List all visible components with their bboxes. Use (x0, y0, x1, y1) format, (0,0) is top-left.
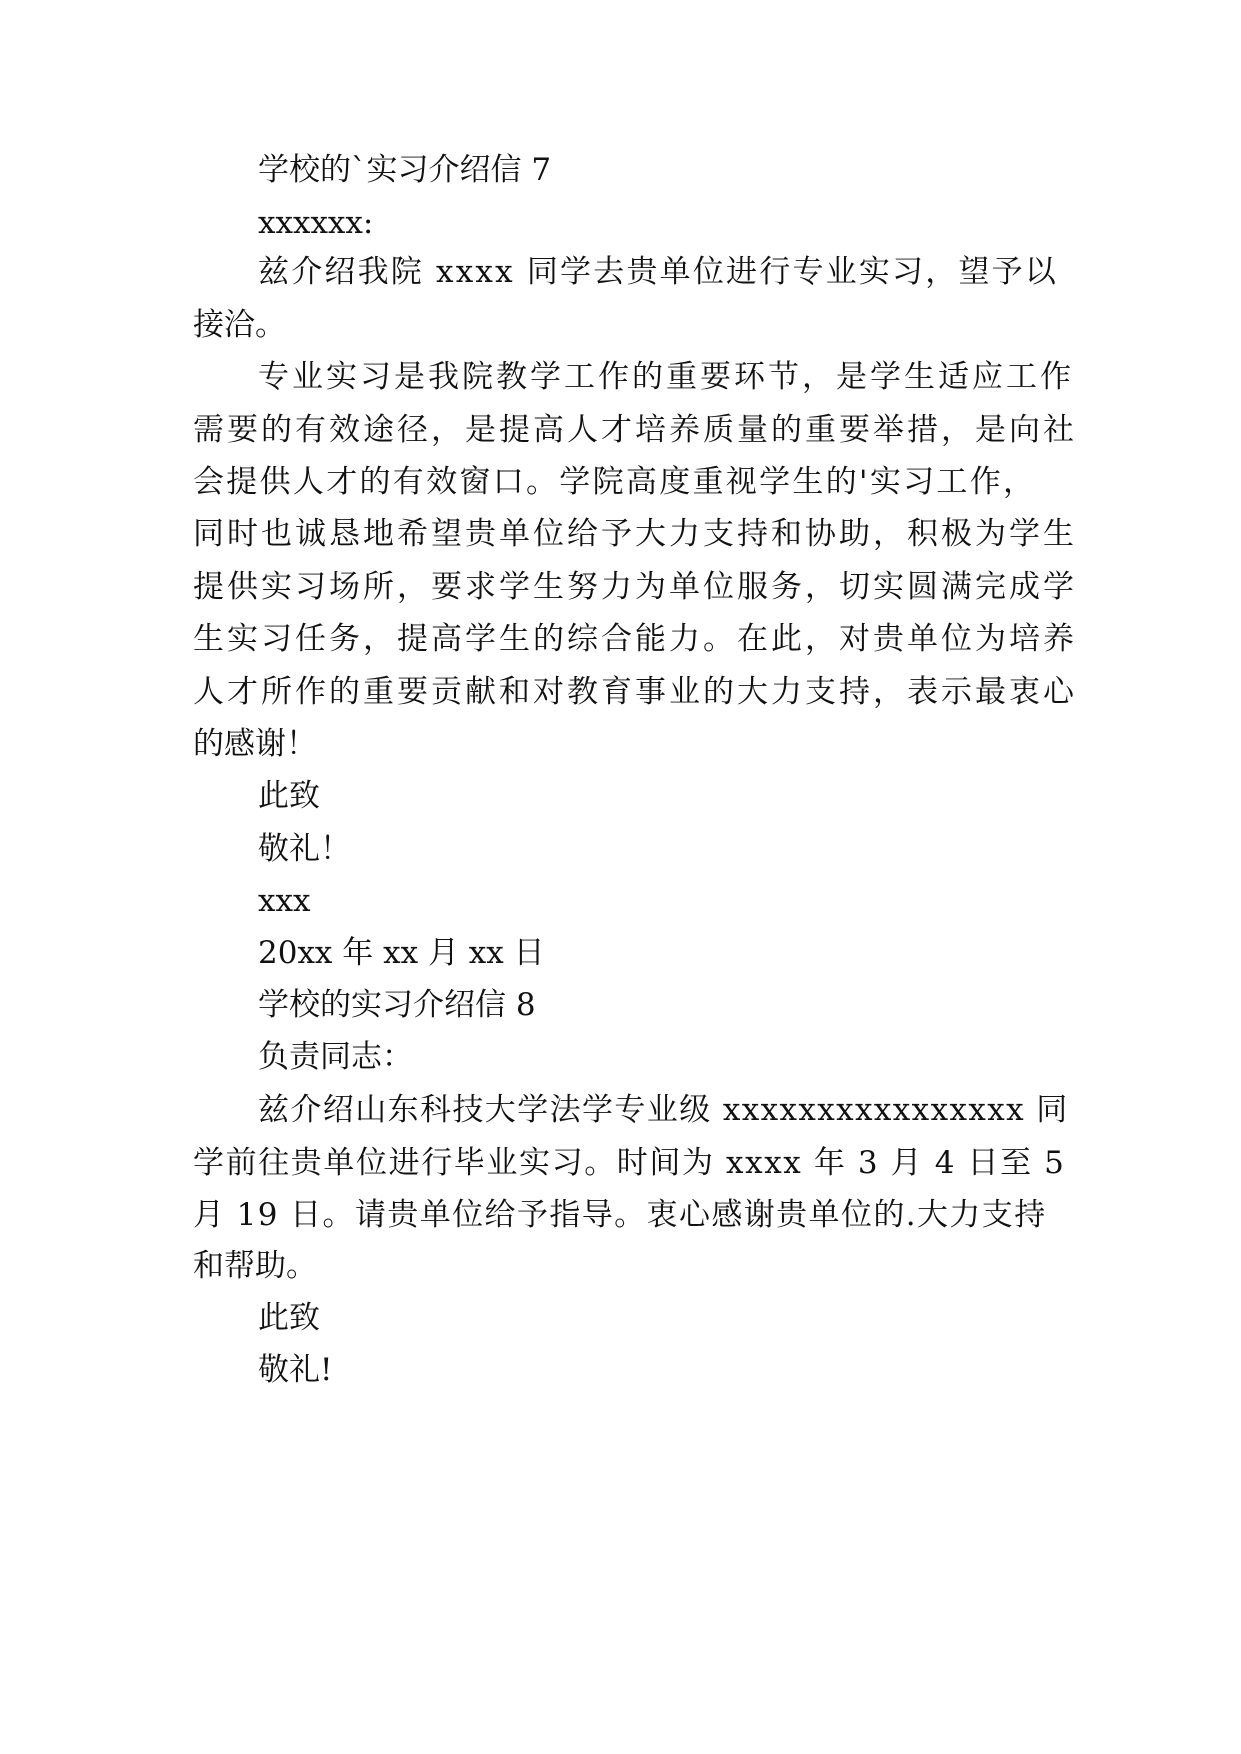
letter7-p2-line6: 生实习任务，提高学生的综合能力。在此，对贵单位为培养 (193, 621, 1077, 657)
letter8-title: 学校的实习介绍信 8 (258, 987, 536, 1023)
letter8-p1-line4: 和帮助。 (193, 1248, 317, 1284)
letter7-date: 20xx 年 xx 月 xx 日 (258, 935, 545, 971)
letter7-p2-line4: 同时也诚恳地希望贵单位给予大力支持和协助，积极为学生 (193, 516, 1077, 552)
letter7-p2-line1: 专业实习是我院教学工作的重要环节，是学生适应工作 (258, 359, 1074, 395)
letter7-signature: xxx (258, 883, 311, 919)
letter7-title: 学校的`实习介绍信 7 (258, 152, 552, 188)
letter8-closing-2: 敬礼! (258, 1352, 333, 1388)
letter8-p1-line2: 学前往贵单位进行毕业实习。时间为 xxxx 年 3 月 4 日至 5 (193, 1145, 1066, 1181)
letter7-p1-line2: 接洽。 (193, 307, 286, 343)
letter7-salutation: xxxxxx: (258, 205, 374, 241)
letter7-p2-line5: 提供实习场所，要求学生努力为单位服务，切实圆满完成学 (193, 569, 1077, 605)
letter8-closing-1: 此致 (258, 1300, 320, 1336)
letter7-p2-line3: 会提供人才的有效窗口。学院高度重视学生的'实习工作， (193, 464, 1037, 500)
letter7-p2-line7: 人才所作的重要贡献和对教育事业的大力支持，表示最衷心 (193, 674, 1077, 710)
letter7-p2-line2: 需要的有效途径，是提高人才培养质量的重要举措，是向社 (193, 412, 1077, 448)
letter7-p1-line1 (258, 252, 1059, 292)
letter7-p2-line8: 的感谢！ (193, 726, 317, 762)
letter7-closing-2: 敬礼！ (258, 831, 351, 867)
letter7-closing-1: 此致 (258, 778, 320, 814)
text-line: 兹介绍我院 xxxx 同学去贵单位进行专业实习，望予以 (258, 254, 1059, 290)
letter8-p1-line1: 兹介绍山东科技大学法学专业级 xxxxxxxxxxxxxxxx 同 (258, 1092, 1069, 1128)
letter8-p1-line3: 月 19 日。请贵单位给予指导。衷心感谢贵单位的.大力支持 (193, 1197, 1047, 1233)
letter8-salutation: 负责同志： (258, 1039, 413, 1075)
